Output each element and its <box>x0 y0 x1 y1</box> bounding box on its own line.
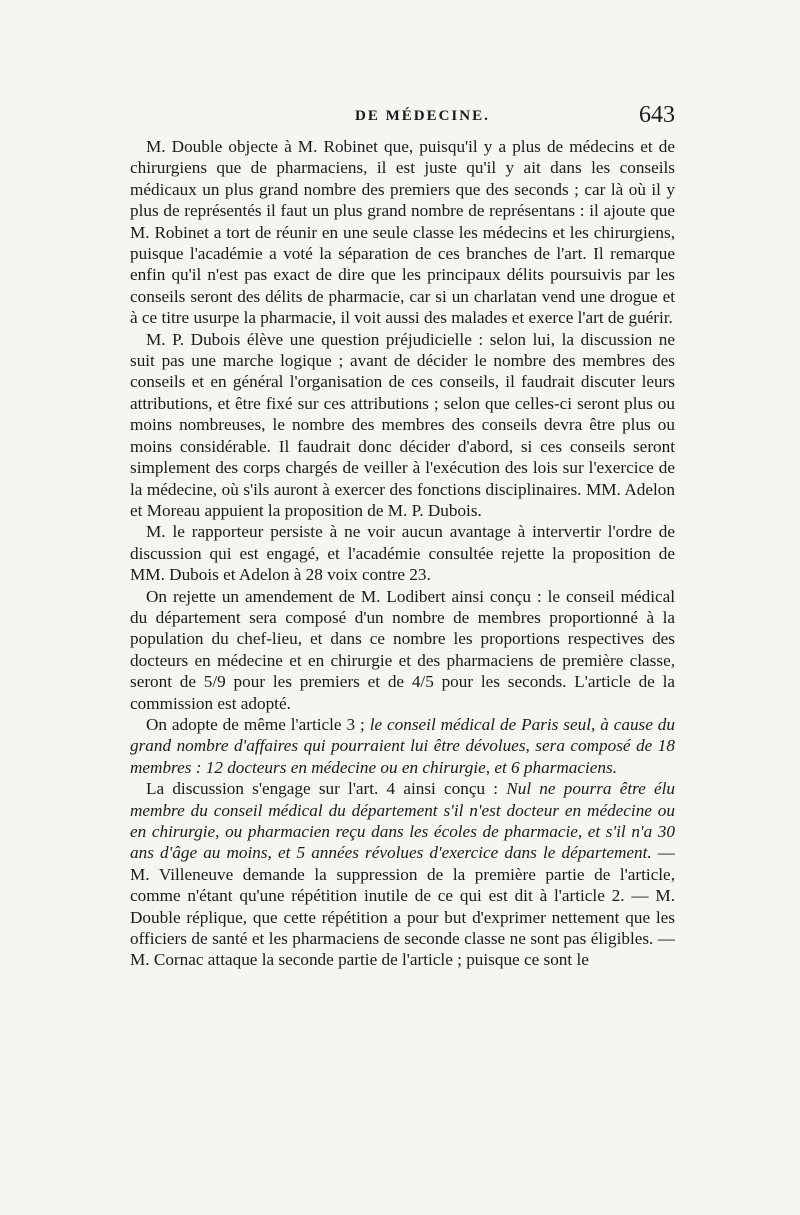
text-segment: M. le rapporteur persiste à ne voir aucun avantage à intervertir l'ordre de discussion qui est engagé, et l'académie consultée rejette la proposition de MM. Dubois et Adelon à 28 voix contre 23. <box>130 522 675 585</box>
text-segment: M. P. Dubois élève une question préjudicielle : selon lui, la discussion ne suit pas une marche logique ; avant de décider le nombre des membres des conseils et en général l'organisation de ces conseils, il faudrait discuter leurs attributions, et être fixé sur ces attributions ; selon que celles-ci seront plus ou moins nombreuses, le nombre des membres des conseils devra être plus ou moins considérable. Il faudrait donc décider d'abord, si ces conseils seront simplement des corps chargés de veiller à l'exécution des lois sur l'exercice de la médecine, où s'ils auront à exercer des fonctions disciplinaires. MM. Adelon et Moreau appuient la proposition de M. P. Dubois. <box>130 329 675 520</box>
italic-text-segment: le conseil médical de Paris seul, à cause du grand nombre d'affaires qui pourraient lui être dévolues, sera composé de 18 membres : 12 docteurs en médecine ou en chirurgie, et 6 pharmaciens. <box>130 714 675 777</box>
paragraph-6 <box>130 778 675 971</box>
paragraph-1 <box>130 136 675 329</box>
paragraph-3 <box>130 521 675 585</box>
book-page <box>130 104 675 971</box>
text-segment: La discussion s'engage sur l'art. 4 ainsi conçu : <box>146 779 507 799</box>
page-number: 643 <box>639 102 675 128</box>
italic-text-segment: Nul ne pourra être élu membre du conseil médical du département s'il n'est docteur en médecine ou en chirurgie, ou pharmacien reçu dans les écoles de pharmacie, et s'il n'a 30 ans d'âge au moins, et 5 années révolues d'exercice dans le département. <box>130 779 675 863</box>
running-title: DE MÉDECINE. <box>355 108 490 124</box>
paragraph-2 <box>130 329 675 522</box>
body-text <box>130 136 675 971</box>
paragraph-4 <box>130 586 675 714</box>
text-segment: M. Double objecte à M. Robinet que, puisqu'il y a plus de médecins et de chirurgiens que de pharmaciens, il est juste qu'il y ait dans les conseils médicaux un plus grand nombre des premiers que des seconds ; car là où il y plus de représentés il faut un plus grand nombre de représentans : il ajoute que M. Robinet a tort de réunir en une seule classe les médecins et les chirurgiens, puisque l'académie a voté la séparation de ces branches de l'art. Il remarque enfin qu'il n'est pas exact de dire que les principaux délits poursuivis par les conseils seront des délits de pharmacie, car si un charlatan vend une drogue et à ce titre usurpe la pharmacie, il voit aussi des malades et exerce l'art de guérir. <box>130 137 675 328</box>
text-segment: On rejette un amendement de M. Lodibert ainsi conçu : le conseil médical du département sera composé d'un nombre de membres proportionné à la population du chef-lieu, et dans ce nombre les proportions respectives des docteurs en médecine et en chirurgie et des pharmaciens de première classe, seront de 5/9 pour les premiers et de 4/5 pour les seconds. L'article de la commission est adopté. <box>130 586 675 713</box>
paragraph-5 <box>130 714 675 778</box>
text-segment: — M. Villeneuve demande la suppression de la première partie de l'article, comme n'étant qu'une répétition inutile de ce qui est dit à l'article 2. — M. Double réplique, que cette répétition a pour but d'exprimer nettement que les officiers de santé et les pharmaciens de seconde classe ne sont pas éligibles. — M. Cornac attaque la seconde partie de l'article ; puisque ce sont le <box>130 843 675 970</box>
page-header <box>130 104 675 136</box>
text-segment: On adopte de même l'article 3 ; <box>146 714 370 734</box>
